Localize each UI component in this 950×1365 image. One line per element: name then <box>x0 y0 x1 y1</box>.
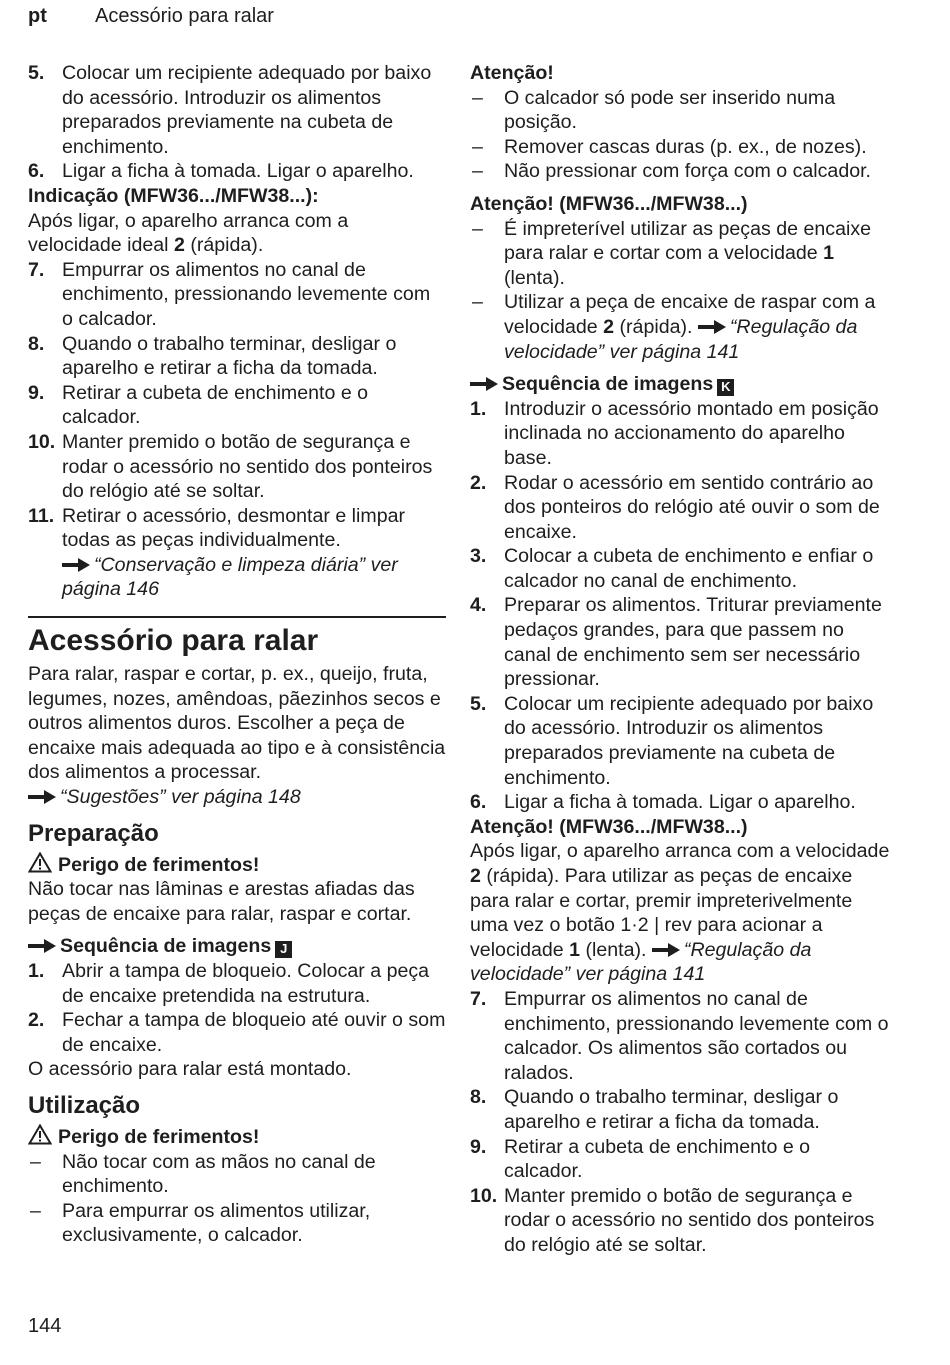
list-item: – Para empurrar os alimentos utilizar, exclusivamente, o calcador. <box>30 1199 371 1247</box>
list-item: 7. Empurrar os alimentos no canal de enchimento, pressionando levemente com o calcador. Os alimentos são cortados ou ralados. <box>470 987 889 1084</box>
page-number: 144 <box>28 1315 62 1337</box>
list-item: 3. Colocar a cubeta de enchimento e enfiar o calcador no canal de enchimento. <box>470 545 874 592</box>
arrow-right-icon <box>62 558 90 572</box>
list-item: 8. Quando o trabalho terminar, desligar o aparelho e retirar a ficha da tomada. <box>470 1086 839 1133</box>
list-item: 1. Abrir a tampa de bloqueio. Colocar a peça de encaixe pretendida na estrutura. <box>28 960 430 1007</box>
section-title: Acessório para ralar <box>28 624 319 658</box>
language-code: pt <box>28 5 47 27</box>
list-item: – É impreterível utilizar as peças de encaixe para ralar e cortar com a velocidade 1 (lenta). <box>472 217 872 289</box>
subsection-title: Utilização <box>28 1091 141 1119</box>
list-item: 9. Retirar a cubeta de enchimento e o calcador. <box>470 1135 811 1183</box>
list-item: 4. Preparar os alimentos. Triturar previamente pedaços grandes, para que passem no canal de enchimento sem ser necessário pressionar. <box>470 594 882 691</box>
image-sequence-badge: J <box>275 941 292 958</box>
list-item: 1. Introduzir o acessório montado em posição inclinada no accionamento do aparelho base. <box>470 397 879 469</box>
result-text: O acessório para ralar está montado. <box>28 1058 352 1081</box>
warning-triangle-icon <box>28 1124 52 1145</box>
list-item: – Remover cascas duras (p. ex., de nozes). <box>472 135 867 158</box>
attention-title: Atenção! (MFW36.../MFW38...) <box>470 192 748 215</box>
list-item: 9. Retirar a cubeta de enchimento e o calcador. <box>28 381 369 429</box>
list-item: 5. Colocar um recipiente adequado por baixo do acessório. Introduzir os alimentos preparados previamente na cubeta de enchimento. <box>28 62 432 158</box>
arrow-right-icon <box>28 939 56 953</box>
list-item: 2. Fechar a tampa de bloqueio até ouvir o som de encaixe. <box>28 1009 446 1056</box>
arrow-right-icon <box>652 943 680 957</box>
left-column <box>28 61 446 1248</box>
page-header <box>28 5 274 28</box>
image-sequence-label: Sequência de imagens K <box>470 372 890 397</box>
list-item: – O calcador só pode ser inserido numa posição. <box>472 86 836 134</box>
list-item: 8. Quando o trabalho terminar, desligar o aparelho e retirar a ficha da tomada. <box>28 332 397 380</box>
subsection-title: Preparação <box>28 819 159 847</box>
list-item: 5. Colocar um recipiente adequado por baixo do acessório. Introduzir os alimentos preparados previamente na cubeta de enchimento. <box>470 692 874 789</box>
section-divider <box>28 616 446 618</box>
list-item: 6. Ligar a ficha à tomada. Ligar o aparelho. <box>470 791 856 814</box>
list-item: – Não tocar com as mãos no canal de enchimento. <box>30 1150 376 1198</box>
attention-text: Após ligar, o aparelho arranca com a velocidade 2 (rápida). Para utilizar as peças de encaixe para ralar e cortar, premir impreterivelmente uma vez o botão 1·2 | rev para acionar a velocidade 1 (lenta). “Regulação da velocidade” ver página 141 <box>470 840 890 986</box>
danger-text: Não tocar nas lâminas e arestas afiadas das peças de encaixe para ralar, raspar e cortar. <box>28 878 415 925</box>
list-item: 10. Manter premido o botão de segurança e rodar o acessório no sentido dos ponteiros do relógio até se soltar. <box>28 430 433 503</box>
attention-title: Atenção! (MFW36.../MFW38...) <box>470 815 748 838</box>
note-text: Após ligar, o aparelho arranca com a velocidade ideal 2 (rápida). <box>28 209 349 257</box>
cross-reference[interactable]: “Conservação e limpeza diária” ver página 146 <box>62 553 398 601</box>
list-item: – Não pressionar com força com o calcador. <box>472 160 871 183</box>
list-item: 7. Empurrar os alimentos no canal de enchimento, pressionando levemente com o calcador. <box>28 258 431 330</box>
note-title: Indicação (MFW36.../MFW38...): <box>28 184 319 207</box>
cross-reference[interactable]: “Regulação da velocidade” ver página 141 <box>504 315 858 363</box>
list-item: – Utilizar a peça de encaixe de raspar com a velocidade 2 (rápida). “Regulação da velocidade” ver página 141 <box>472 291 876 363</box>
speed-button-label: 1·2 | rev <box>620 914 692 937</box>
right-column <box>470 61 890 1258</box>
danger-warning: Perigo de ferimentos! <box>28 852 446 878</box>
list-item: 2. Rodar o acessório em sentido contrário ao dos ponteiros do relógio até ouvir o som de encaixe. <box>470 471 880 543</box>
warning-triangle-icon <box>28 852 52 873</box>
image-sequence-badge: K <box>717 379 734 396</box>
arrow-right-icon <box>698 320 726 334</box>
arrow-right-icon <box>28 790 56 804</box>
list-item: 10. Manter premido o botão de segurança e rodar o acessório no sentido dos ponteiros do relógio até se soltar. <box>470 1184 875 1256</box>
cross-reference[interactable]: “Sugestões” ver página 148 <box>60 786 301 809</box>
attention-title: Atenção! <box>470 62 554 84</box>
arrow-right-icon <box>470 377 498 391</box>
header-title: Acessório para ralar <box>95 5 274 27</box>
list-item: 6. Ligar a ficha à tomada. Ligar o aparelho. <box>28 160 414 183</box>
intro-text: Para ralar, raspar e cortar, p. ex., queijo, fruta, legumes, nozes, amêndoas, pãezinhos secos e outros alimentos duros. Escolher a peça de encaixe mais adequada ao tipo e à consistência dos alimentos a processar. <box>28 663 446 784</box>
cross-reference[interactable]: “Regulação da velocidade” ver página 141 <box>470 938 812 986</box>
image-sequence-label: Sequência de imagens J <box>28 934 446 959</box>
list-item: 11. Retirar o acessório, desmontar e limpar todas as peças individualmente. “Conservação e limpeza diária” ver página 146 <box>28 504 406 601</box>
danger-warning: Perigo de ferimentos! <box>28 1124 446 1150</box>
